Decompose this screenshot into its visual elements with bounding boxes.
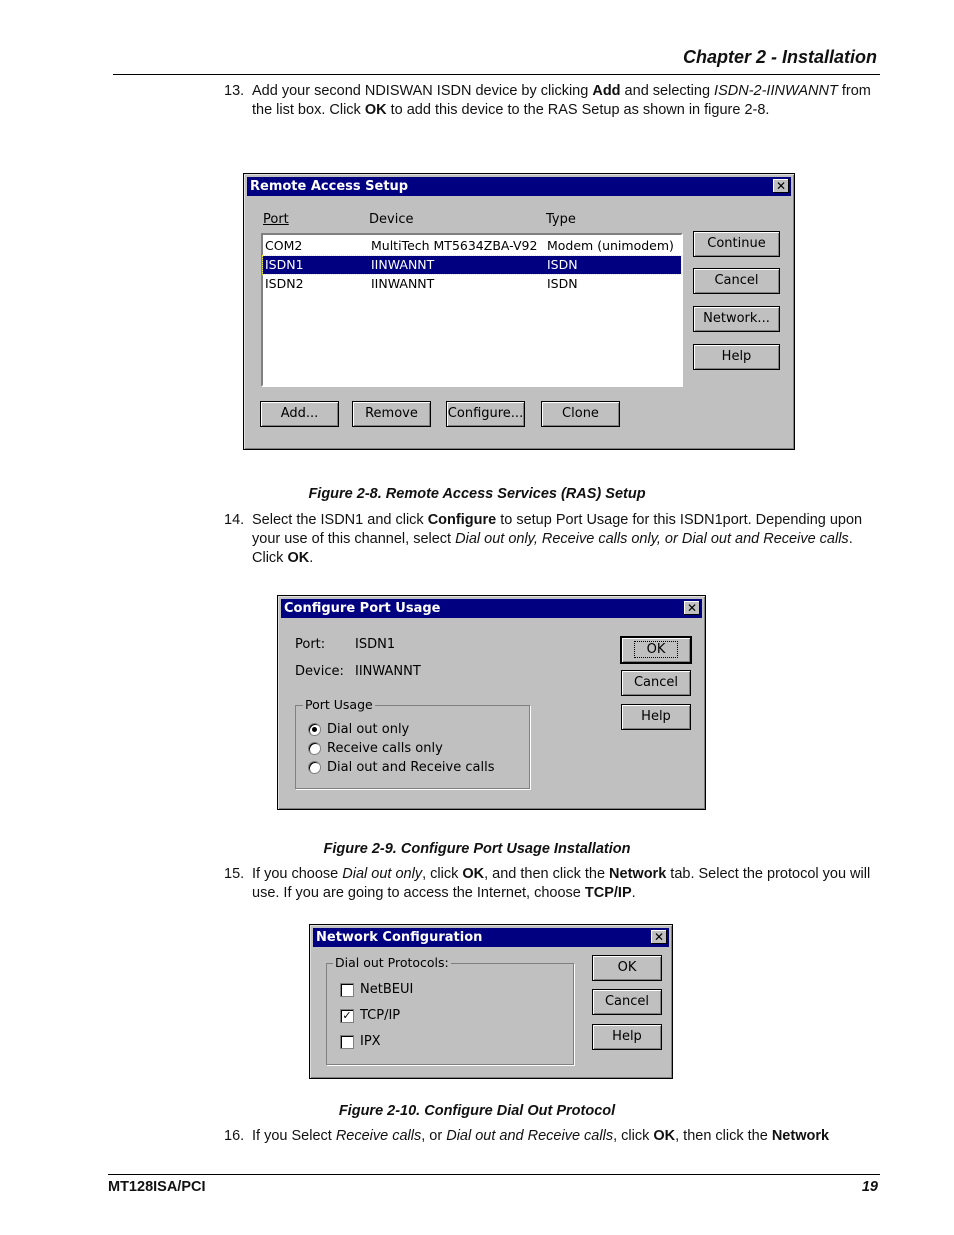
- dialog-title: Remote Access Setup: [250, 179, 409, 194]
- cancel-button[interactable]: Cancel: [693, 268, 780, 294]
- device-label: Device:: [295, 664, 344, 679]
- step-text: Add your second NDISWAN ISDN device by clicking Add and selecting ISDN-2-IINWANNT from the list box. Click OK to add this device to the RAS Setup as shown in figure 2-8.: [252, 83, 871, 118]
- list-cell-port: ISDN1: [265, 257, 304, 272]
- figure-2-10-caption: Figure 2-10. Configure Dial Out Protocol: [338, 1103, 616, 1119]
- checkbox-label[interactable]: TCP/IP: [360, 1008, 401, 1023]
- list-cell-port: ISDN2: [265, 276, 304, 291]
- figure-2-9-caption: Figure 2-9. Configure Port Usage Installation: [323, 841, 631, 857]
- step-14: [224, 511, 874, 568]
- step-number: 14.: [224, 512, 245, 528]
- cancel-button[interactable]: Cancel: [592, 989, 662, 1015]
- add-button[interactable]: Add...: [260, 401, 339, 427]
- radio-label-receive-calls-only[interactable]: Receive calls only: [327, 741, 443, 756]
- remove-button[interactable]: Remove: [352, 401, 431, 427]
- step-15: [224, 865, 874, 903]
- dialog-titlebar: [247, 177, 791, 196]
- close-icon[interactable]: ✕: [651, 930, 667, 944]
- help-button[interactable]: Help: [621, 704, 691, 730]
- step-text: If you choose Dial out only, click OK, and then click the Network tab. Select the protocol you will use. If you are going to access the Internet, choose TCP/IP.: [252, 866, 871, 901]
- page-number: 19: [861, 1179, 878, 1195]
- close-icon[interactable]: ✕: [684, 601, 700, 615]
- close-icon[interactable]: ✕: [773, 179, 789, 193]
- footer-product: MT128ISA/PCI: [108, 1179, 206, 1195]
- configure-port-usage-dialog: [277, 595, 706, 810]
- radio-dial-out-and-receive[interactable]: [308, 761, 321, 774]
- footer-rule: [108, 1174, 880, 1175]
- step-text: If you Select Receive calls, or Dial out and Receive calls, click OK, then click the Network: [252, 1128, 830, 1144]
- remote-access-setup-dialog: [243, 173, 795, 450]
- clone-button[interactable]: Clone: [541, 401, 620, 427]
- list-item[interactable]: [263, 237, 681, 255]
- list-cell-type: Modem (unimodem): [547, 238, 674, 253]
- radio-receive-calls-only[interactable]: [308, 742, 321, 755]
- list-item[interactable]: [263, 256, 681, 274]
- ok-button[interactable]: OK: [592, 955, 662, 981]
- network-configuration-dialog: [309, 924, 673, 1079]
- step-text: Select the ISDN1 and click Configure to setup Port Usage for this ISDN1port. Depending upon your use of this channel, select Dial out only, Receive calls only, or Dial out and Receive calls. Click OK.: [252, 512, 863, 566]
- list-cell-type: ISDN: [547, 276, 578, 291]
- step-16: [224, 1127, 874, 1146]
- column-header-port[interactable]: Port: [263, 212, 289, 227]
- step-number: 16.: [224, 1128, 245, 1144]
- device-value: IINWANNT: [355, 664, 421, 679]
- radio-label-dial-out-and-receive[interactable]: Dial out and Receive calls: [327, 760, 495, 775]
- checkbox-netbeui[interactable]: [340, 983, 354, 997]
- step-number: 13.: [224, 83, 245, 99]
- list-item[interactable]: [263, 275, 681, 293]
- port-list[interactable]: [261, 233, 683, 387]
- checkbox-label[interactable]: IPX: [360, 1034, 381, 1049]
- ok-button[interactable]: OK: [621, 637, 691, 663]
- port-usage-legend: Port Usage: [305, 697, 373, 712]
- continue-button[interactable]: Continue: [693, 231, 780, 257]
- cancel-button[interactable]: Cancel: [621, 670, 691, 696]
- dialog-titlebar: [313, 928, 669, 947]
- dialog-titlebar: [281, 599, 702, 618]
- checkbox-tcp-ip[interactable]: ✓: [340, 1009, 354, 1023]
- step-13: [224, 82, 874, 120]
- list-cell-device: IINWANNT: [371, 276, 435, 291]
- port-value: ISDN1: [355, 637, 396, 652]
- checkbox-label[interactable]: NetBEUI: [360, 982, 414, 997]
- port-label: Port:: [295, 637, 326, 652]
- radio-dial-out-only[interactable]: [308, 723, 321, 736]
- header-rule: [113, 74, 880, 75]
- radio-label-dial-out-only[interactable]: Dial out only: [327, 722, 410, 737]
- help-button[interactable]: Help: [592, 1024, 662, 1050]
- dialog-title: Configure Port Usage: [284, 601, 441, 616]
- list-cell-device: IINWANNT: [371, 257, 435, 272]
- step-number: 15.: [224, 866, 245, 882]
- list-cell-device: MultiTech MT5634ZBA-V92: [371, 238, 538, 253]
- checkbox-ipx[interactable]: [340, 1035, 354, 1049]
- figure-2-8-caption: Figure 2-8. Remote Access Services (RAS) Setup: [308, 486, 646, 502]
- dialog-title: Network Configuration: [316, 930, 483, 945]
- help-button[interactable]: Help: [693, 344, 780, 370]
- column-header-type[interactable]: Type: [546, 212, 576, 227]
- chapter-title: Chapter 2 - Installation: [682, 47, 877, 67]
- list-cell-port: COM2: [265, 238, 303, 253]
- configure-button[interactable]: Configure...: [446, 401, 525, 427]
- column-header-device[interactable]: Device: [369, 212, 414, 227]
- network-button[interactable]: Network...: [693, 306, 780, 332]
- dial-out-protocols-legend: Dial out Protocols:: [335, 955, 449, 970]
- list-cell-type: ISDN: [547, 257, 578, 272]
